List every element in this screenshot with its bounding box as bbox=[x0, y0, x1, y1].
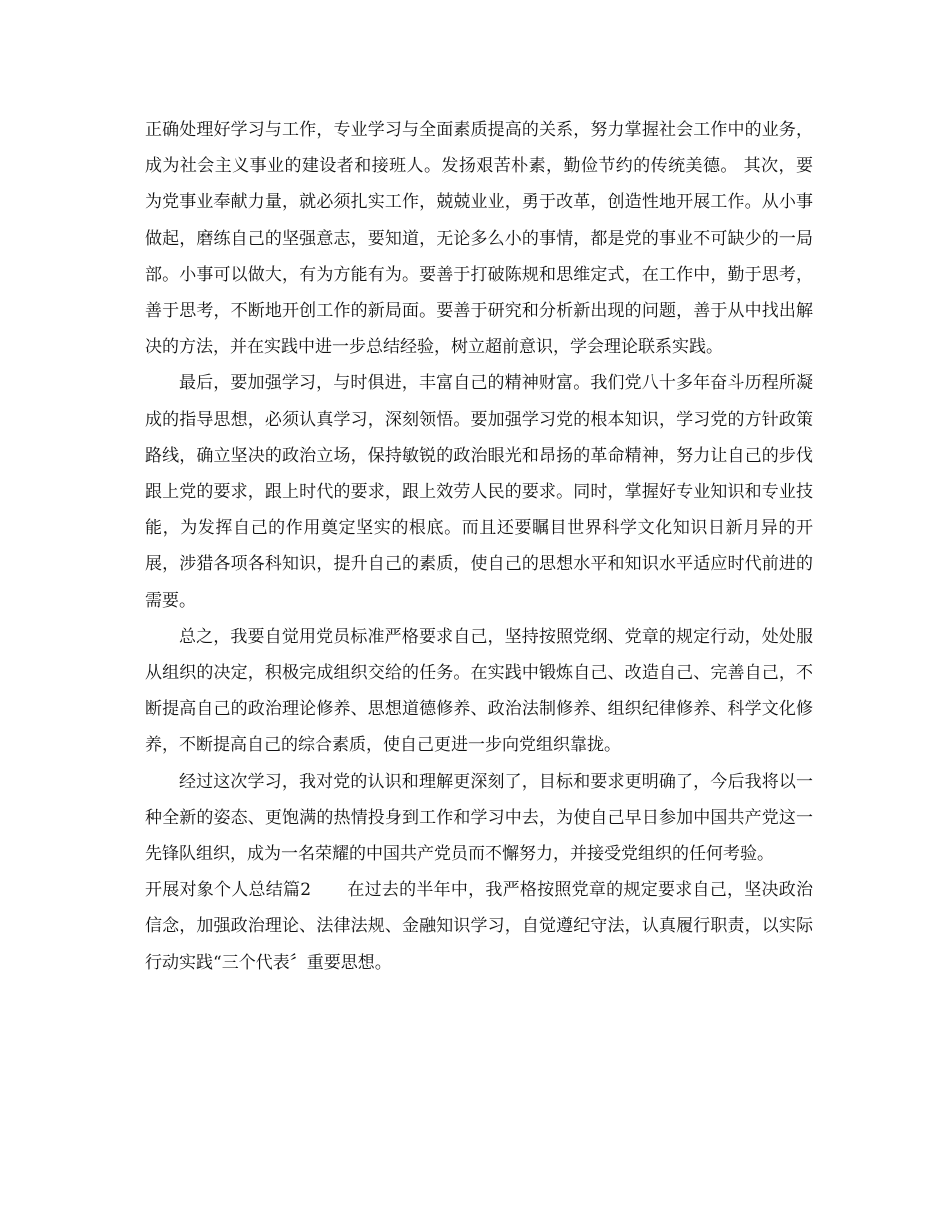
section-title: 开展对象个人总结篇2 bbox=[145, 880, 312, 901]
section-text: 在过去的半年中，我严格按照党章的规定要求自己，坚决政治信念，加强政治理论、法律法规、金融知识学习，自觉遵纪守法，认真履行职责，以实际行动实践“三个代表〞重要思想。 bbox=[145, 880, 813, 973]
paragraph-4: 经过这次学习，我对党的认识和理解更深刻了，目标和要求更明确了，今后我将以一种全新的姿态、更饱满的热情投身到工作和学习中去，为使自己早日参加中国共产党这一先锋队组织，成为一名荣耀的中国共产党员而不懈努力，并接受党组织的任何考验。 bbox=[145, 771, 813, 865]
paragraph-2: 最后，要加强学习，与时俱进，丰富自己的精神财富。我们党八十多年奋斗历程所凝成的指导思想，必须认真学习，深刻领悟。要加强学习党的根本知识，学习党的方针政策路线，确立坚决的政治立场，保持敏锐的政治眼光和昂扬的革命精神，努力让自己的步伐跟上党的要求，跟上时代的要求，跟上效劳人民的要求。同时，掌握好专业知识和专业技能，为发挥自己的作用奠定坚实的根底。而且还要瞩目世界科学文化知识日新月异的开展，涉猎各项各科知识，提升自己的素质，使自己的思想水平和知识水平适应时代前进的需要。 bbox=[145, 373, 813, 611]
document-body bbox=[145, 112, 813, 981]
section-paragraph bbox=[145, 872, 813, 981]
paragraph-1: 正确处理好学习与工作，专业学习与全面素质提高的关系，努力掌握社会工作中的业务，成为社会主义事业的建设者和接班人。发扬艰苦朴素，勤俭节约的传统美德。 其次，要为党事业奉献力量，就必须扎实工作，兢兢业业，勇于改革，创造性地开展工作。从小事做起，磨练自己的坚强意志，要知道，无论多么小的事情，都是党的事业不可缺少的一局部。小事可以做大，有为方能有为。要善于打破陈规和思维定式，在工作中，勤于思考，善于思考，不断地开创工作的新局面。要善于研究和分析新出现的问题，善于从中找出解决的方法，并在实践中进一步总结经验，树立超前意识，学会理论联系实践。 bbox=[145, 120, 813, 358]
paragraph-3: 总之，我要自觉用党员标准严格要求自己，坚持按照党纲、党章的规定行动，处处服从组织的决定，积极完成组织交给的任务。在实践中锻炼自己、改造自己、完善自己，不断提高自己的政治理论修养、思想道德修养、政治法制修养、组织纪律修养、科学文化修养，不断提高自己的综合素质，使自己更进一步向党组织靠拢。 bbox=[145, 626, 813, 756]
